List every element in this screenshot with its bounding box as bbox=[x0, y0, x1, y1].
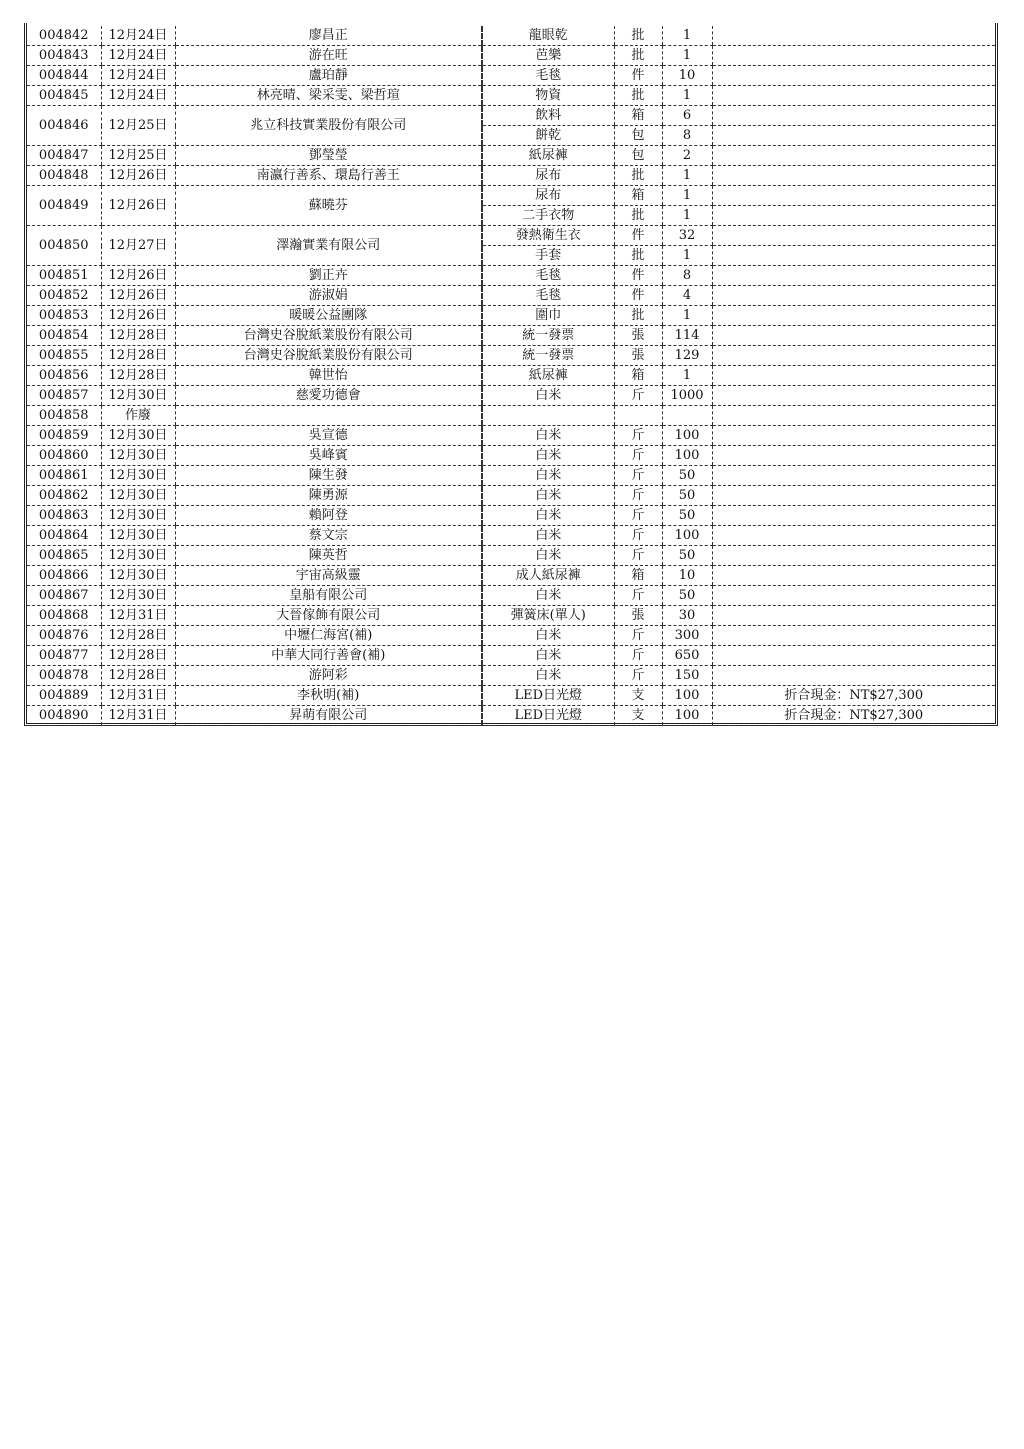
item-unit: 支 bbox=[614, 686, 662, 706]
donor-name: 皇船有限公司 bbox=[175, 586, 482, 606]
item-note bbox=[712, 646, 995, 666]
item-unit: 件 bbox=[614, 286, 662, 306]
item-name: 白米 bbox=[482, 506, 614, 526]
item-name: 白米 bbox=[482, 586, 614, 606]
item-quantity: 50 bbox=[662, 586, 712, 606]
item-unit: 包 bbox=[614, 126, 662, 146]
donor-name: 台灣史谷脫紙業股份有限公司 bbox=[175, 326, 482, 346]
item-unit: 斤 bbox=[614, 426, 662, 446]
item-quantity: 50 bbox=[662, 466, 712, 486]
donor-name: 中華大同行善會(補) bbox=[175, 646, 482, 666]
donor-name: 陳生發 bbox=[175, 466, 482, 486]
donor-name: 蔡文宗 bbox=[175, 526, 482, 546]
item-unit: 件 bbox=[614, 66, 662, 86]
item-name: LED日光燈 bbox=[482, 686, 614, 706]
item-quantity: 50 bbox=[662, 506, 712, 526]
item-quantity: 100 bbox=[662, 426, 712, 446]
donor-name: 韓世怡 bbox=[175, 366, 482, 386]
item-note bbox=[712, 246, 995, 266]
item-name: 白米 bbox=[482, 646, 614, 666]
table-row bbox=[27, 666, 995, 686]
receipt-number: 004867 bbox=[27, 586, 101, 606]
item-note bbox=[712, 626, 995, 646]
item-unit: 箱 bbox=[614, 186, 662, 206]
donation-date: 12月30日 bbox=[101, 466, 175, 486]
item-name: LED日光燈 bbox=[482, 706, 614, 726]
item-unit: 件 bbox=[614, 226, 662, 246]
donor-name: 鄧瑩瑩 bbox=[175, 146, 482, 166]
donor-name: 宇宙高級靈 bbox=[175, 566, 482, 586]
receipt-number: 004858 bbox=[27, 406, 101, 426]
item-note bbox=[712, 606, 995, 626]
item-unit: 斤 bbox=[614, 386, 662, 406]
item-name: 彈簧床(單人) bbox=[482, 606, 614, 626]
item-note bbox=[712, 126, 995, 146]
item-quantity: 50 bbox=[662, 486, 712, 506]
item-name: 白米 bbox=[482, 546, 614, 566]
donation-date: 作廢 bbox=[101, 406, 175, 426]
item-unit: 件 bbox=[614, 266, 662, 286]
donation-date: 12月26日 bbox=[101, 286, 175, 306]
receipt-number: 004850 bbox=[27, 226, 101, 266]
donation-date: 12月24日 bbox=[101, 66, 175, 86]
item-unit: 批 bbox=[614, 26, 662, 46]
donor-name: 游阿彩 bbox=[175, 666, 482, 686]
item-note bbox=[712, 546, 995, 566]
item-quantity: 650 bbox=[662, 646, 712, 666]
receipt-number: 004843 bbox=[27, 46, 101, 66]
donation-date: 12月31日 bbox=[101, 706, 175, 726]
item-note bbox=[712, 226, 995, 246]
donation-date: 12月31日 bbox=[101, 606, 175, 626]
receipt-number: 004842 bbox=[27, 26, 101, 46]
receipt-number: 004846 bbox=[27, 106, 101, 146]
receipt-number: 004852 bbox=[27, 286, 101, 306]
donation-date: 12月30日 bbox=[101, 546, 175, 566]
receipt-number: 004853 bbox=[27, 306, 101, 326]
item-unit: 斤 bbox=[614, 646, 662, 666]
item-name: 白米 bbox=[482, 426, 614, 446]
item-unit: 箱 bbox=[614, 106, 662, 126]
donation-date: 12月26日 bbox=[101, 266, 175, 286]
item-quantity bbox=[662, 406, 712, 426]
donation-date: 12月30日 bbox=[101, 526, 175, 546]
item-unit: 斤 bbox=[614, 446, 662, 466]
item-name: 尿布 bbox=[482, 166, 614, 186]
item-quantity: 100 bbox=[662, 526, 712, 546]
item-name: 白米 bbox=[482, 386, 614, 406]
table-row bbox=[27, 706, 995, 726]
item-quantity: 30 bbox=[662, 606, 712, 626]
table-row bbox=[27, 646, 995, 666]
table-row bbox=[27, 466, 995, 486]
item-unit: 斤 bbox=[614, 586, 662, 606]
receipt-number: 004876 bbox=[27, 626, 101, 646]
table-row bbox=[27, 106, 995, 126]
item-quantity: 4 bbox=[662, 286, 712, 306]
receipt-number: 004868 bbox=[27, 606, 101, 626]
item-name: 物資 bbox=[482, 86, 614, 106]
donation-date: 12月28日 bbox=[101, 666, 175, 686]
item-quantity: 6 bbox=[662, 106, 712, 126]
table-row bbox=[27, 46, 995, 66]
table-row bbox=[27, 226, 995, 246]
donation-date: 12月24日 bbox=[101, 86, 175, 106]
item-note bbox=[712, 426, 995, 446]
item-quantity: 100 bbox=[662, 446, 712, 466]
item-quantity: 1 bbox=[662, 86, 712, 106]
donor-name: 吳峰賓 bbox=[175, 446, 482, 466]
receipt-number: 004849 bbox=[27, 186, 101, 226]
item-quantity: 1 bbox=[662, 366, 712, 386]
item-unit: 斤 bbox=[614, 506, 662, 526]
item-note bbox=[712, 46, 995, 66]
table-row bbox=[27, 346, 995, 366]
table-row bbox=[27, 326, 995, 346]
receipt-number: 004877 bbox=[27, 646, 101, 666]
item-quantity: 50 bbox=[662, 546, 712, 566]
donor-name: 澤瀚實業有限公司 bbox=[175, 226, 482, 266]
donation-date: 12月30日 bbox=[101, 486, 175, 506]
item-name: 白米 bbox=[482, 666, 614, 686]
item-note bbox=[712, 146, 995, 166]
donation-date: 12月24日 bbox=[101, 46, 175, 66]
donation-date: 12月25日 bbox=[101, 106, 175, 146]
item-note bbox=[712, 66, 995, 86]
table-row bbox=[27, 186, 995, 206]
item-name: 統一發票 bbox=[482, 326, 614, 346]
table-row bbox=[27, 26, 995, 46]
table-row bbox=[27, 506, 995, 526]
item-name bbox=[482, 406, 614, 426]
table-row bbox=[27, 526, 995, 546]
receipt-number: 004890 bbox=[27, 706, 101, 726]
item-name: 白米 bbox=[482, 446, 614, 466]
table-row bbox=[27, 486, 995, 506]
donor-name: 台灣史谷脫紙業股份有限公司 bbox=[175, 346, 482, 366]
receipt-number: 004856 bbox=[27, 366, 101, 386]
item-note bbox=[712, 566, 995, 586]
item-unit: 斤 bbox=[614, 526, 662, 546]
item-name: 紙尿褲 bbox=[482, 146, 614, 166]
item-quantity: 1000 bbox=[662, 386, 712, 406]
receipt-number: 004848 bbox=[27, 166, 101, 186]
donation-date: 12月30日 bbox=[101, 426, 175, 446]
donor-name: 中壢仁海宮(補) bbox=[175, 626, 482, 646]
item-unit: 張 bbox=[614, 346, 662, 366]
receipt-number: 004845 bbox=[27, 86, 101, 106]
table-row bbox=[27, 66, 995, 86]
table-row bbox=[27, 406, 995, 426]
donation-date: 12月26日 bbox=[101, 306, 175, 326]
item-quantity: 1 bbox=[662, 166, 712, 186]
item-note bbox=[712, 326, 995, 346]
item-unit bbox=[614, 406, 662, 426]
item-unit: 批 bbox=[614, 86, 662, 106]
donation-date: 12月28日 bbox=[101, 346, 175, 366]
donor-name: 大晉傢飾有限公司 bbox=[175, 606, 482, 626]
donation-table-body bbox=[27, 26, 995, 726]
donor-name: 游淑娟 bbox=[175, 286, 482, 306]
item-quantity: 100 bbox=[662, 706, 712, 726]
item-unit: 批 bbox=[614, 46, 662, 66]
table-row bbox=[27, 366, 995, 386]
donor-name: 游在旺 bbox=[175, 46, 482, 66]
item-name: 毛毯 bbox=[482, 266, 614, 286]
item-unit: 包 bbox=[614, 146, 662, 166]
donation-date: 12月28日 bbox=[101, 326, 175, 346]
item-note bbox=[712, 506, 995, 526]
item-name: 圍巾 bbox=[482, 306, 614, 326]
donor-name: 吳宣德 bbox=[175, 426, 482, 446]
donation-date: 12月28日 bbox=[101, 646, 175, 666]
item-name: 發熱衛生衣 bbox=[482, 226, 614, 246]
donation-table bbox=[27, 26, 995, 726]
receipt-number: 004854 bbox=[27, 326, 101, 346]
receipt-number: 004866 bbox=[27, 566, 101, 586]
item-quantity: 100 bbox=[662, 686, 712, 706]
donation-date: 12月26日 bbox=[101, 186, 175, 226]
item-note bbox=[712, 526, 995, 546]
item-note bbox=[712, 346, 995, 366]
item-note: 折合現金：NT$27,300 bbox=[712, 706, 995, 726]
table-row bbox=[27, 166, 995, 186]
item-unit: 箱 bbox=[614, 366, 662, 386]
item-unit: 批 bbox=[614, 206, 662, 226]
table-row bbox=[27, 266, 995, 286]
table-row bbox=[27, 566, 995, 586]
table-row bbox=[27, 606, 995, 626]
donor-name: 慈愛功德會 bbox=[175, 386, 482, 406]
item-name: 芭樂 bbox=[482, 46, 614, 66]
item-note bbox=[712, 406, 995, 426]
item-note bbox=[712, 486, 995, 506]
receipt-number: 004859 bbox=[27, 426, 101, 446]
donor-name: 廖昌正 bbox=[175, 26, 482, 46]
receipt-number: 004855 bbox=[27, 346, 101, 366]
item-note: 折合現金：NT$27,300 bbox=[712, 686, 995, 706]
item-name: 白米 bbox=[482, 626, 614, 646]
receipt-number: 004857 bbox=[27, 386, 101, 406]
item-note bbox=[712, 166, 995, 186]
item-quantity: 114 bbox=[662, 326, 712, 346]
table-row bbox=[27, 586, 995, 606]
item-quantity: 10 bbox=[662, 66, 712, 86]
donor-name: 兆立科技實業股份有限公司 bbox=[175, 106, 482, 146]
item-note bbox=[712, 286, 995, 306]
item-quantity: 1 bbox=[662, 186, 712, 206]
receipt-number: 004844 bbox=[27, 66, 101, 86]
item-name: 手套 bbox=[482, 246, 614, 266]
donor-name: 林亮晴、梁采雯、梁哲瑄 bbox=[175, 86, 482, 106]
donation-date: 12月25日 bbox=[101, 146, 175, 166]
donor-name: 劉正卉 bbox=[175, 266, 482, 286]
receipt-number: 004860 bbox=[27, 446, 101, 466]
donation-date: 12月31日 bbox=[101, 686, 175, 706]
donor-name: 蘇曉芬 bbox=[175, 186, 482, 226]
donor-name: 賴阿登 bbox=[175, 506, 482, 526]
donor-name: 李秋明(補) bbox=[175, 686, 482, 706]
table-row bbox=[27, 626, 995, 646]
item-unit: 箱 bbox=[614, 566, 662, 586]
table-row bbox=[27, 386, 995, 406]
item-note bbox=[712, 26, 995, 46]
item-quantity: 1 bbox=[662, 306, 712, 326]
table-row bbox=[27, 686, 995, 706]
item-name: 尿布 bbox=[482, 186, 614, 206]
donation-date: 12月30日 bbox=[101, 386, 175, 406]
donation-date: 12月30日 bbox=[101, 446, 175, 466]
item-name: 白米 bbox=[482, 466, 614, 486]
donation-date: 12月28日 bbox=[101, 366, 175, 386]
item-quantity: 1 bbox=[662, 206, 712, 226]
item-unit: 批 bbox=[614, 246, 662, 266]
item-name: 統一發票 bbox=[482, 346, 614, 366]
donor-name: 陳英哲 bbox=[175, 546, 482, 566]
item-name: 餅乾 bbox=[482, 126, 614, 146]
item-name: 飲料 bbox=[482, 106, 614, 126]
item-name: 毛毯 bbox=[482, 66, 614, 86]
donor-name: 暖暖公益團隊 bbox=[175, 306, 482, 326]
item-quantity: 32 bbox=[662, 226, 712, 246]
item-note bbox=[712, 206, 995, 226]
receipt-number: 004889 bbox=[27, 686, 101, 706]
receipt-number: 004851 bbox=[27, 266, 101, 286]
item-unit: 批 bbox=[614, 306, 662, 326]
item-note bbox=[712, 666, 995, 686]
item-quantity: 1 bbox=[662, 26, 712, 46]
item-name: 白米 bbox=[482, 486, 614, 506]
table-row bbox=[27, 146, 995, 166]
item-quantity: 10 bbox=[662, 566, 712, 586]
table-row bbox=[27, 546, 995, 566]
item-note bbox=[712, 106, 995, 126]
table-row bbox=[27, 306, 995, 326]
donation-date: 12月27日 bbox=[101, 226, 175, 266]
donation-date: 12月24日 bbox=[101, 26, 175, 46]
item-note bbox=[712, 386, 995, 406]
item-note bbox=[712, 366, 995, 386]
item-quantity: 1 bbox=[662, 46, 712, 66]
item-name: 紙尿褲 bbox=[482, 366, 614, 386]
donation-date: 12月28日 bbox=[101, 626, 175, 646]
receipt-number: 004861 bbox=[27, 466, 101, 486]
donor-name bbox=[175, 406, 482, 426]
item-name: 二手衣物 bbox=[482, 206, 614, 226]
table-row bbox=[27, 286, 995, 306]
receipt-number: 004878 bbox=[27, 666, 101, 686]
table-row bbox=[27, 86, 995, 106]
item-name: 龍眼乾 bbox=[482, 26, 614, 46]
item-note bbox=[712, 186, 995, 206]
table-row bbox=[27, 446, 995, 466]
item-name: 毛毯 bbox=[482, 286, 614, 306]
item-quantity: 8 bbox=[662, 266, 712, 286]
item-unit: 斤 bbox=[614, 626, 662, 646]
donor-name: 昇萌有限公司 bbox=[175, 706, 482, 726]
table-row bbox=[27, 426, 995, 446]
item-quantity: 2 bbox=[662, 146, 712, 166]
donor-name: 盧珀靜 bbox=[175, 66, 482, 86]
receipt-number: 004865 bbox=[27, 546, 101, 566]
item-note bbox=[712, 586, 995, 606]
item-unit: 斤 bbox=[614, 546, 662, 566]
item-unit: 斤 bbox=[614, 466, 662, 486]
donor-name: 南瀛行善系、環島行善王 bbox=[175, 166, 482, 186]
item-note bbox=[712, 86, 995, 106]
item-unit: 斤 bbox=[614, 666, 662, 686]
item-quantity: 150 bbox=[662, 666, 712, 686]
item-note bbox=[712, 306, 995, 326]
item-name: 成人紙尿褲 bbox=[482, 566, 614, 586]
donation-date: 12月30日 bbox=[101, 566, 175, 586]
donation-date: 12月30日 bbox=[101, 586, 175, 606]
item-unit: 支 bbox=[614, 706, 662, 726]
item-quantity: 300 bbox=[662, 626, 712, 646]
receipt-number: 004847 bbox=[27, 146, 101, 166]
item-unit: 批 bbox=[614, 166, 662, 186]
item-quantity: 1 bbox=[662, 246, 712, 266]
donation-date: 12月30日 bbox=[101, 506, 175, 526]
donation-date: 12月26日 bbox=[101, 166, 175, 186]
item-unit: 斤 bbox=[614, 486, 662, 506]
receipt-number: 004863 bbox=[27, 506, 101, 526]
item-unit: 張 bbox=[614, 326, 662, 346]
item-note bbox=[712, 266, 995, 286]
item-quantity: 129 bbox=[662, 346, 712, 366]
item-name: 白米 bbox=[482, 526, 614, 546]
item-note bbox=[712, 446, 995, 466]
receipt-number: 004862 bbox=[27, 486, 101, 506]
item-unit: 張 bbox=[614, 606, 662, 626]
item-quantity: 8 bbox=[662, 126, 712, 146]
donor-name: 陳勇源 bbox=[175, 486, 482, 506]
receipt-number: 004864 bbox=[27, 526, 101, 546]
item-note bbox=[712, 466, 995, 486]
